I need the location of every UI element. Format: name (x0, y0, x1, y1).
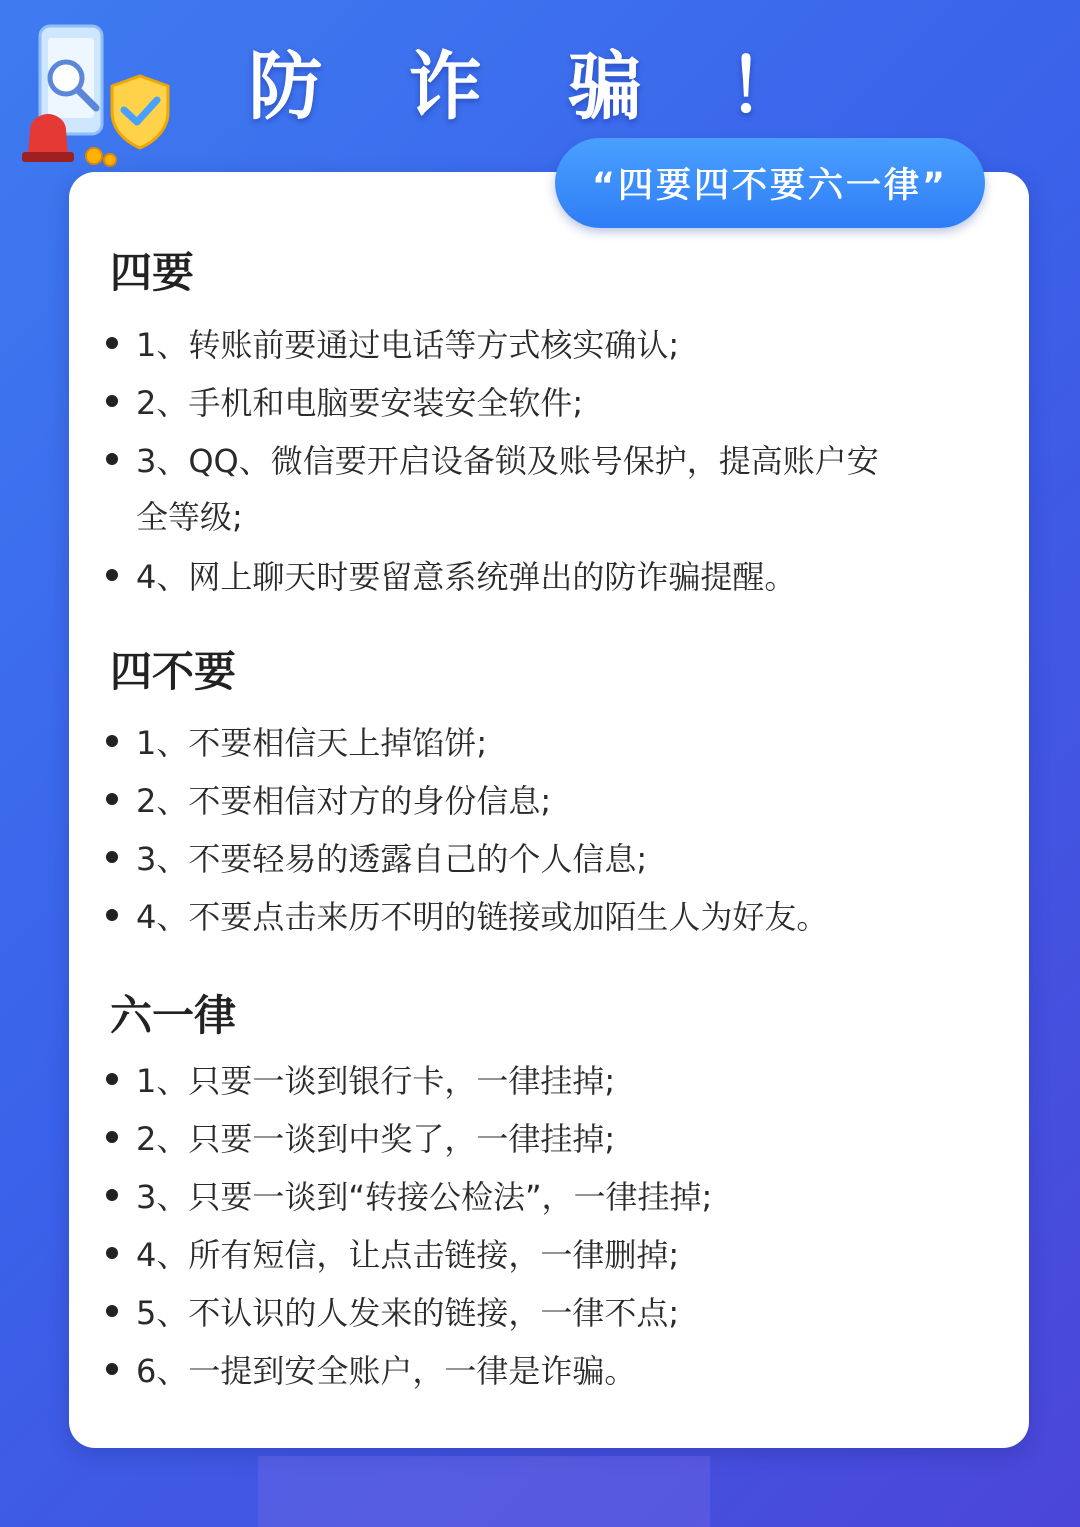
list-item: 1、不要相信天上掉馅饼; (100, 715, 960, 771)
bullet-icon (106, 337, 118, 349)
bullet-icon (106, 909, 118, 921)
bullet-icon (106, 1247, 118, 1259)
list-item: 6、一提到安全账户，一律是诈骗。 (100, 1343, 960, 1399)
bullet-icon (106, 851, 118, 863)
list-item: 4、不要点击来历不明的链接或加陌生人为好友。 (100, 889, 960, 945)
list-item: 1、转账前要通过电话等方式核实确认; (100, 317, 960, 373)
bullet-icon (106, 1073, 118, 1085)
list-item: 4、所有短信，让点击链接，一律删掉; (100, 1227, 960, 1283)
bullet-icon (106, 1131, 118, 1143)
bullet-icon (106, 395, 118, 407)
decorative-band (258, 1456, 710, 1527)
list-item: 2、不要相信对方的身份信息; (100, 773, 960, 829)
list-item: 3、QQ、微信要开启设备锁及账号保护，提高账户安全等级; (100, 433, 900, 545)
list-item: 3、只要一谈到“转接公检法”，一律挂掉; (100, 1169, 960, 1225)
list-item: 3、不要轻易的透露自己的个人信息; (100, 831, 960, 887)
page-title: 防 诈 骗 ！ (248, 44, 832, 130)
bullet-icon (106, 1363, 118, 1375)
list-item: 5、不认识的人发来的链接，一律不点; (100, 1285, 960, 1341)
bullet-icon (106, 453, 118, 465)
section-title-four-dos: 四要 (110, 248, 195, 297)
coin-icon (86, 148, 116, 166)
list-item: 2、只要一谈到中奖了，一律挂掉; (100, 1111, 960, 1167)
slogan-badge: “四要四不要六一律” (555, 138, 985, 228)
bullet-icon (106, 793, 118, 805)
bullet-icon (106, 735, 118, 747)
bullet-icon (106, 569, 118, 581)
bullet-icon (106, 1305, 118, 1317)
list-item: 2、手机和电脑要安装安全软件; (100, 375, 960, 431)
bullet-icon (106, 1189, 118, 1201)
section-title-six-rules: 六一律 (110, 991, 237, 1040)
list-item: 4、网上聊天时要留意系统弹出的防诈骗提醒。 (100, 549, 960, 605)
list-item: 1、只要一谈到银行卡，一律挂掉; (100, 1053, 960, 1109)
section-title-four-donts: 四不要 (110, 647, 237, 696)
